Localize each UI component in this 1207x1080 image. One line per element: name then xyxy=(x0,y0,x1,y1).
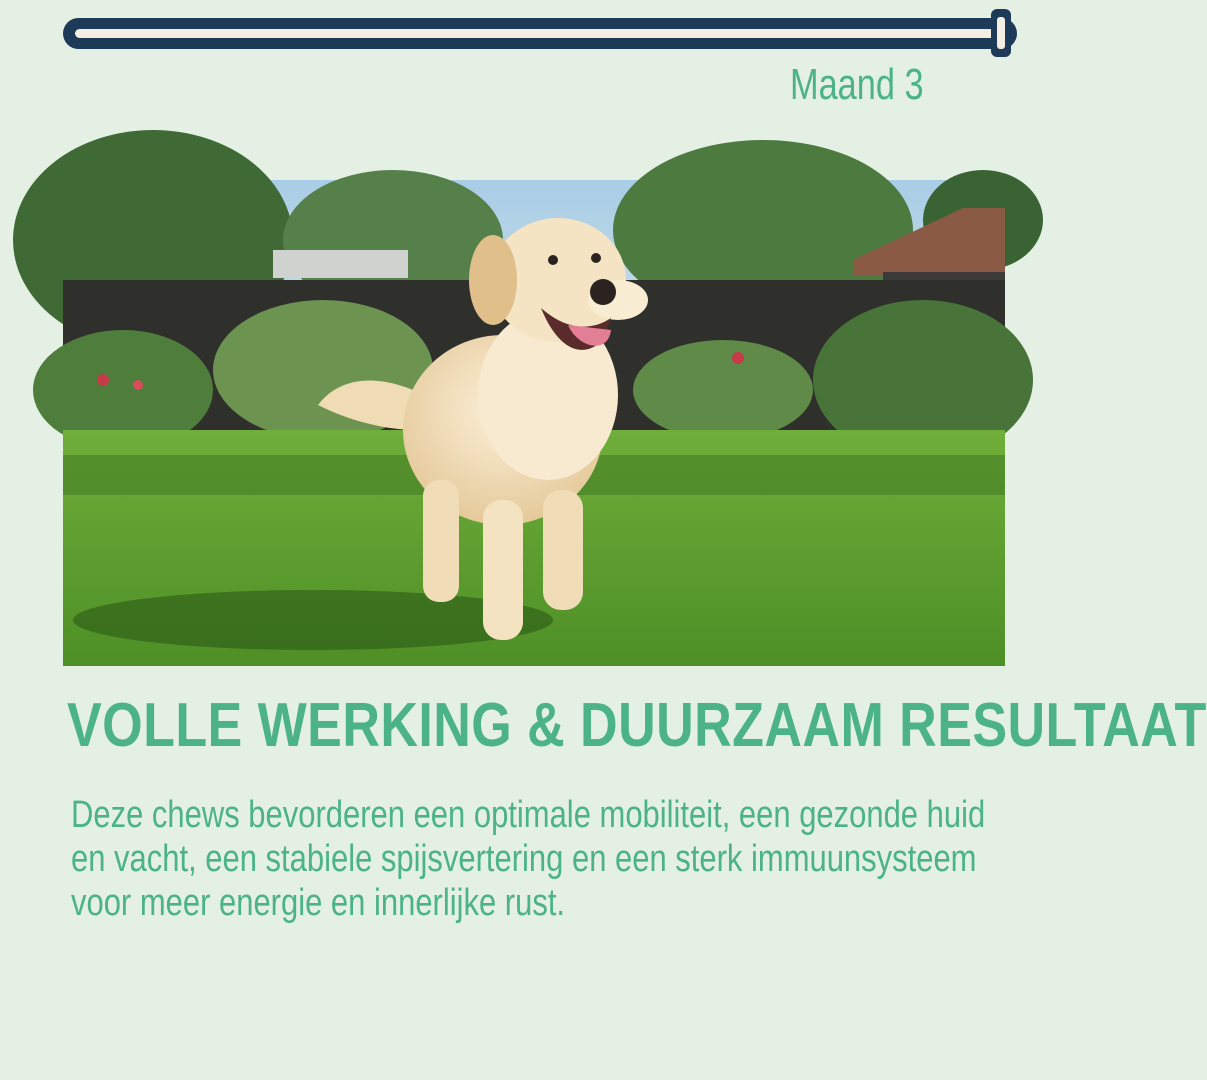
progress-handle[interactable] xyxy=(991,9,1011,57)
progress-track xyxy=(63,18,1017,49)
body-text: Deze chews bevorderen een optimale mobiliteit, een gezonde huid en vacht, een stabiele spijsvertering en een sterk immuunsysteem voor meer energie en innerlijke rust. xyxy=(71,794,986,924)
progress-slider[interactable] xyxy=(63,18,1017,49)
progress-fill xyxy=(75,29,995,38)
month-label: Maand 3 xyxy=(790,60,924,109)
golden-retriever-photo xyxy=(63,180,1005,666)
headline: VOLLE WERKING & DUURZAAM RESULTAAT xyxy=(67,691,1207,760)
